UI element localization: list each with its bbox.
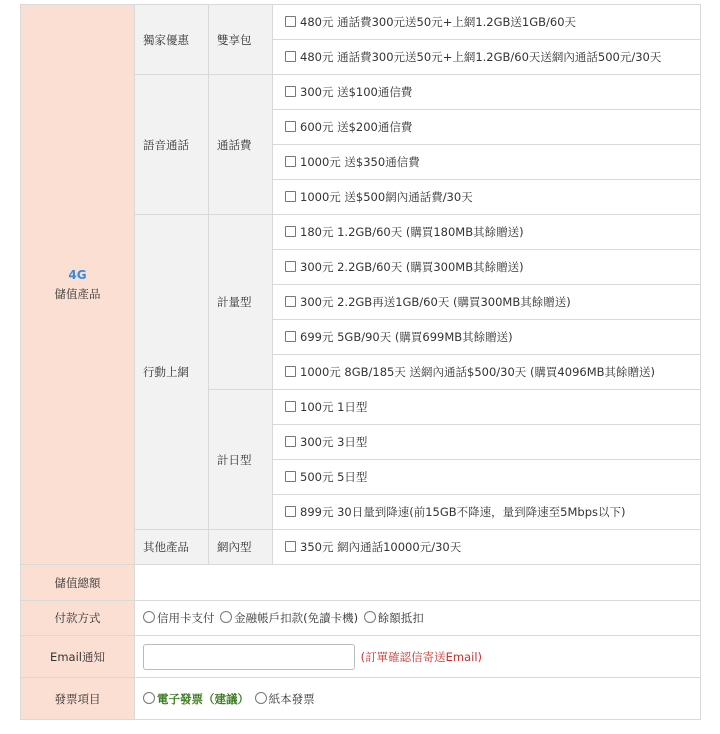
email-input[interactable] [143,644,355,670]
option-exclusive-1[interactable]: 480元 通話費300元送50元+上網1.2GB送1GB/60天 [273,5,701,40]
payment-credit-card[interactable]: 信用卡支付 [143,611,215,625]
checkbox[interactable] [285,16,296,27]
payment-label: 付款方式 [21,601,135,636]
email-cell [135,636,701,678]
payment-bank-account[interactable]: 金融帳戶扣款(免讀卡機) [220,611,358,625]
option-volume-2[interactable]: 300元 2.2GB/60天 (購買300MB其餘贈送) [273,250,701,285]
category-other: 其他產品 [135,530,209,565]
radio-button[interactable] [364,611,376,623]
category-mobile-data: 行動上網 [135,215,209,530]
option-daily-3[interactable]: 500元 5日型 [273,460,701,495]
prepaid-form-table [20,4,701,720]
total-value [135,565,701,601]
product-label-cell [21,5,135,565]
checkbox[interactable] [285,226,296,237]
checkbox[interactable] [285,296,296,307]
subcategory-call-fee: 通話費 [209,75,273,215]
option-volume-1[interactable]: 180元 1.2GB/60天 (購買180MB其餘贈送) [273,215,701,250]
checkbox[interactable] [285,121,296,132]
checkbox[interactable] [285,261,296,272]
total-label: 儲值總額 [21,565,135,601]
checkbox[interactable] [285,51,296,62]
option-daily-4[interactable]: 899元 30日量到降速(前15GB不降速，量到降速至5Mbps以下) [273,495,701,530]
invoice-options [135,678,701,720]
subcategory-daily: 計日型 [209,390,273,530]
option-daily-2[interactable]: 300元 3日型 [273,425,701,460]
option-voice-1[interactable]: 300元 送$100通信費 [273,75,701,110]
invoice-electronic[interactable]: 電子發票（建議） [143,692,249,706]
checkbox[interactable] [285,541,296,552]
email-label: Email通知 [21,636,135,678]
option-other-1[interactable]: 350元 網內通話10000元/30天 [273,530,701,565]
radio-button[interactable] [143,692,155,704]
option-exclusive-2[interactable]: 480元 通話費300元送50元+上網1.2GB/60天送網內通話500元/30天 [273,40,701,75]
subcategory-dual-pack: 雙享包 [209,5,273,75]
checkbox[interactable] [285,366,296,377]
checkbox[interactable] [285,471,296,482]
payment-balance[interactable]: 餘額抵扣 [364,611,424,625]
radio-button[interactable] [220,611,232,623]
checkbox[interactable] [285,156,296,167]
subcategory-volume: 計量型 [209,215,273,390]
checkbox[interactable] [285,331,296,342]
4g-tag: 4G [68,267,87,282]
checkbox[interactable] [285,86,296,97]
option-voice-4[interactable]: 1000元 送$500網內通話費/30天 [273,180,701,215]
option-voice-2[interactable]: 600元 送$200通信費 [273,110,701,145]
radio-button[interactable] [255,692,267,704]
option-volume-3[interactable]: 300元 2.2GB再送1GB/60天 (購買300MB其餘贈送) [273,285,701,320]
option-volume-5[interactable]: 1000元 8GB/185天 送網內通話$500/30天 (購買4096MB其餘贈送) [273,355,701,390]
email-note: (訂單確認信寄送Email) [360,649,483,664]
radio-button[interactable] [143,611,155,623]
product-label: 儲值產品 [54,286,101,301]
payment-options [135,601,701,636]
subcategory-on-net: 網內型 [209,530,273,565]
option-voice-3[interactable]: 1000元 送$350通信費 [273,145,701,180]
option-daily-1[interactable]: 100元 1日型 [273,390,701,425]
invoice-paper[interactable]: 紙本發票 [255,692,315,706]
category-exclusive: 獨家優惠 [135,5,209,75]
option-volume-4[interactable]: 699元 5GB/90天 (購買699MB其餘贈送) [273,320,701,355]
checkbox[interactable] [285,436,296,447]
invoice-label: 發票項目 [21,678,135,720]
category-voice: 語音通話 [135,75,209,215]
checkbox[interactable] [285,506,296,517]
checkbox[interactable] [285,191,296,202]
checkbox[interactable] [285,401,296,412]
